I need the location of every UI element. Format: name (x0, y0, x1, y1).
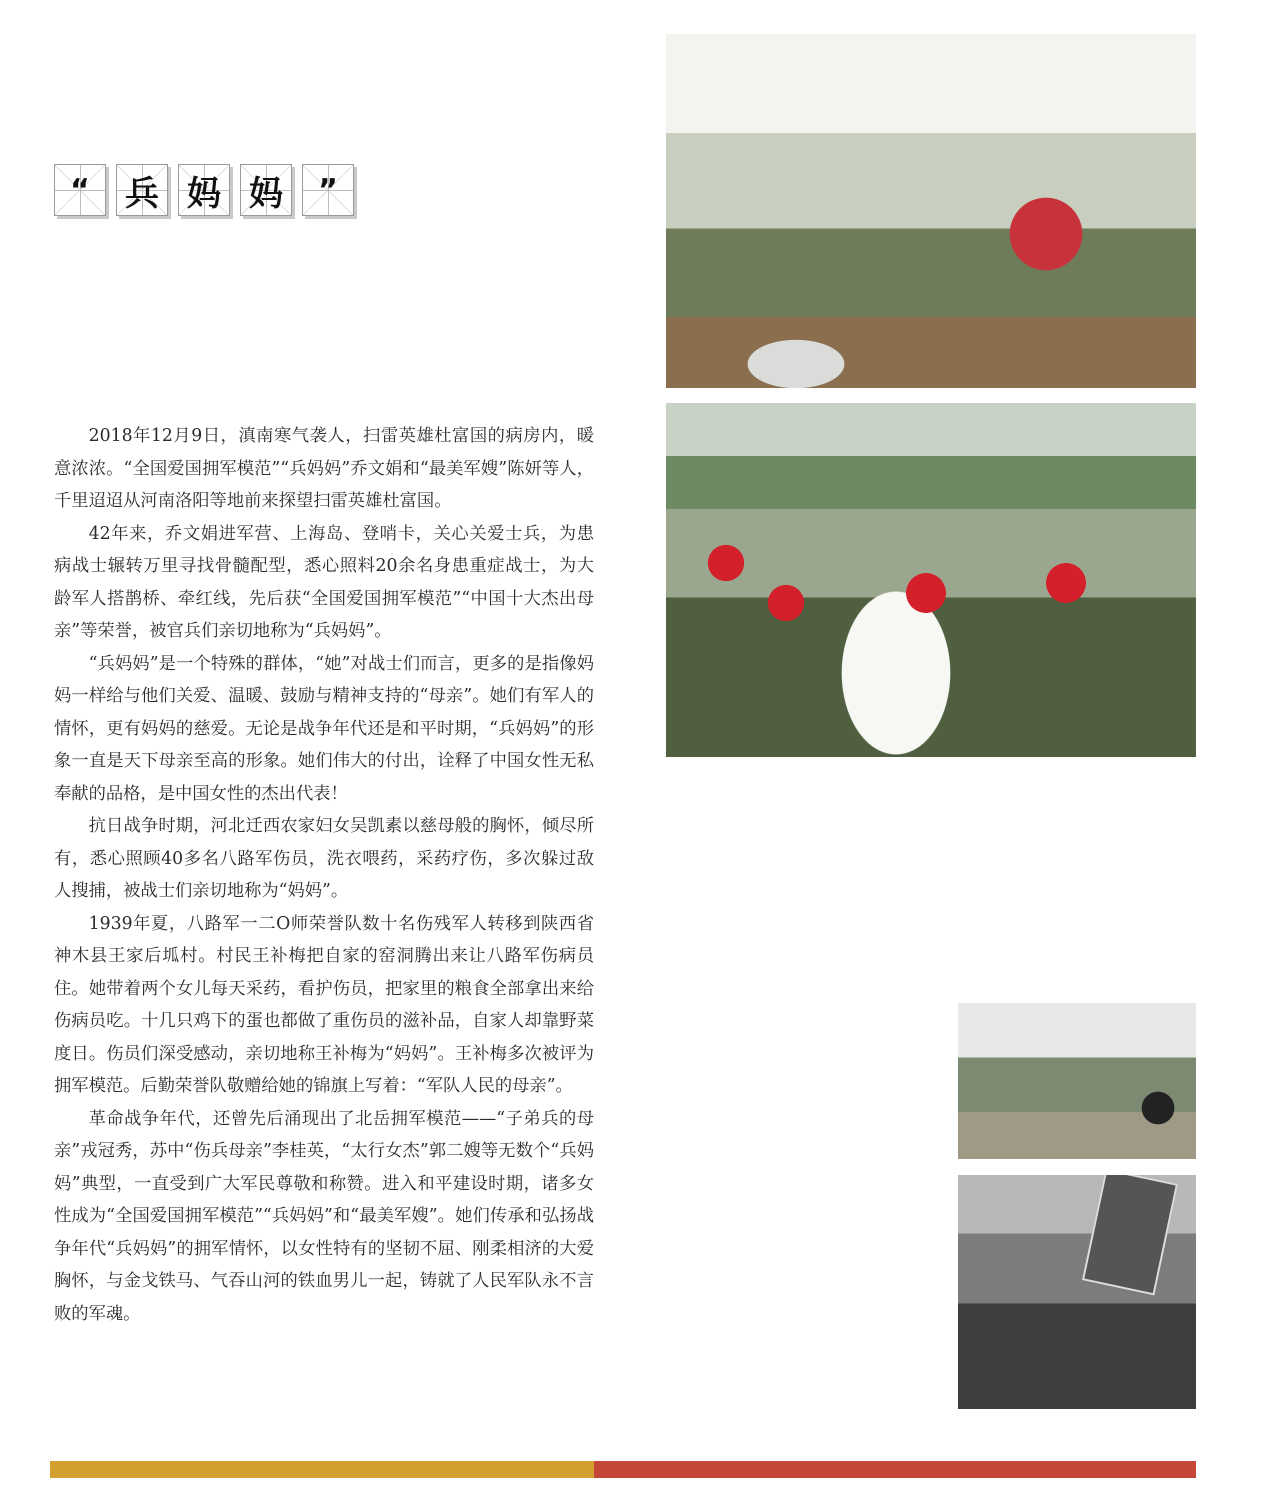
paragraph: 42年来，乔文娟进军营、上海岛、登哨卡，关心关爱士兵，为患病战士辗转万里寻找骨髓配型，悉心照料20余名身患重症战士，为大龄军人搭鹊桥、牵红线，先后获“全国爱国拥军模范”“中国十大杰出母亲”等荣誉，被官兵们亲切地称为“兵妈妈”。 (54, 523, 594, 641)
photo-soldiers-making-zongzi (666, 34, 1196, 388)
footer-bar-gold (50, 1461, 594, 1478)
title-char: 妈 (187, 173, 221, 214)
footer-bar-red (594, 1461, 1196, 1478)
title-box-4 (240, 164, 292, 216)
title-box-5 (302, 164, 354, 216)
photo-soldiers-with-mother (666, 403, 1196, 757)
photo-people-at-tables (958, 1003, 1196, 1159)
title-box-3 (178, 164, 230, 216)
title-char: 兵 (125, 173, 159, 214)
title-box-2 (116, 164, 168, 216)
title-char: “ (70, 172, 90, 208)
title-box-1 (54, 164, 106, 216)
title-char: ” (318, 172, 338, 208)
paragraph: 2018年12月9日，滇南寒气袭人，扫雷英雄杜富国的病房内，暖意浓浓。“全国爱国拥军模范”“兵妈妈”乔文娟和“最美军嫂”陈妍等人，千里迢迢从河南洛阳等地前来探望扫雷英雄杜富国。 (54, 426, 594, 511)
paragraph: 1939年夏，八路军一二O师荣誉队数十名伤残军人转移到陕西省神木县王家后坬村。村民王补梅把自家的窑洞腾出来让八路军伤病员住。她带着两个女儿每天采药，看护伤员，把家里的粮食全部拿出来给伤病员吃。十几只鸡下的蛋也都做了重伤员的滋补品，自家人却靠野菜度日。伤员们深受感动，亲切地称王补梅为“妈妈”。王补梅多次被评为拥军模范。后勤荣誉队敬赠给她的锦旗上写着：“军队人民的母亲”。 (54, 913, 594, 1096)
paragraph: 抗日战争时期，河北迁西农家妇女吴凯素以慈母般的胸怀，倾尽所有，悉心照顾40多名八路军伤员，洗衣喂药，采药疗伤，多次躲过敌人搜捕，被战士们亲切地称为“妈妈”。 (54, 816, 594, 901)
photo-historic-black-white (958, 1175, 1196, 1409)
title-char: 妈 (249, 173, 283, 214)
paragraph: “兵妈妈”是一个特殊的群体，“她”对战士们而言，更多的是指像妈妈一样给与他们关爱、温暖、鼓励与精神支持的“母亲”。她们有军人的情怀，更有妈妈的慈爱。无论是战争年代还是和平时期，“兵妈妈”的形象一直是天下母亲至高的形象。她们伟大的付出，诠释了中国女性无私奉献的品格，是中国女性的杰出代表！ (54, 653, 594, 804)
page-title (54, 164, 354, 216)
paragraph: 革命战争年代，还曾先后涌现出了北岳拥军模范——“子弟兵的母亲”戎冠秀，苏中“伤兵母亲”李桂英，“太行女杰”郭二嫂等无数个“兵妈妈”典型，一直受到广大军民尊敬和称赞。进入和平建设时期，诸多女性成为“全国爱国拥军模范”“兵妈妈”和“最美军嫂”。她们传承和弘扬战争年代“兵妈妈”的拥军情怀，以女性特有的坚韧不屈、刚柔相济的大爱胸怀，与金戈铁马、气吞山河的铁血男儿一起，铸就了人民军队永不言败的军魂。 (54, 1108, 594, 1324)
article-body (54, 420, 594, 1330)
